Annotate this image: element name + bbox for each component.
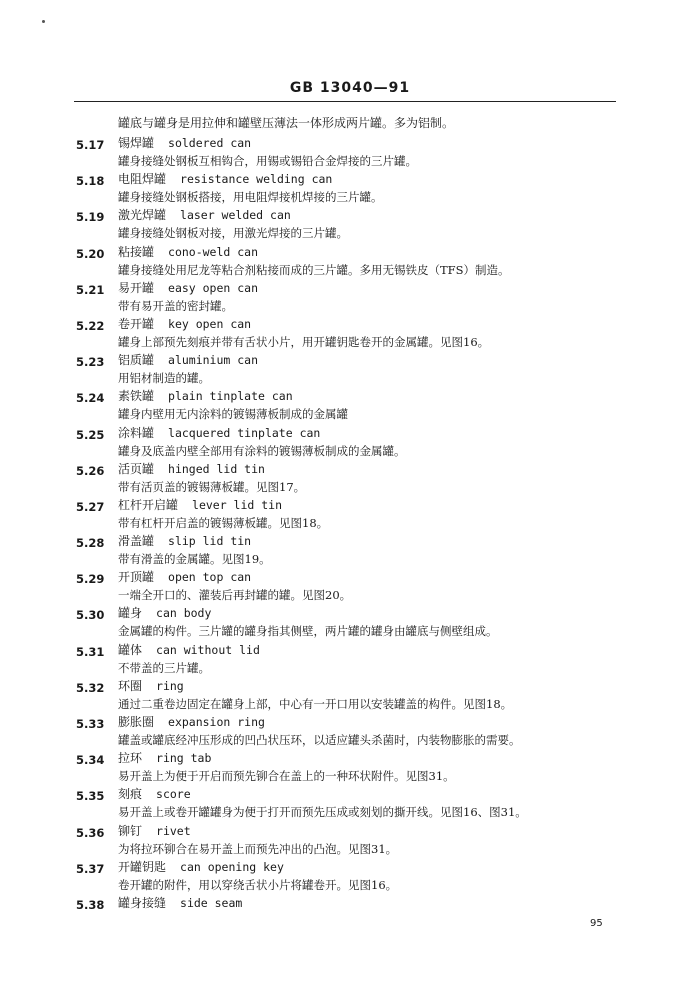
term-definition: 一端全开口的、灌装后再封罐的罐。见图20。 — [118, 588, 352, 603]
term-entry — [0, 280, 700, 316]
term-english: ring tab — [156, 751, 212, 766]
term-entry — [0, 678, 700, 714]
term-heading — [118, 316, 251, 332]
term-english: cono-weld can — [168, 244, 259, 259]
term-number: 5.18 — [76, 174, 105, 189]
term-english: aluminium can — [168, 353, 259, 368]
term-heading — [118, 171, 332, 187]
page-number: 95 — [590, 918, 603, 929]
term-entry — [0, 786, 700, 822]
term-entry — [0, 750, 700, 786]
term-entry — [0, 388, 700, 424]
term-entry — [0, 497, 700, 533]
term-number: 5.27 — [76, 499, 105, 514]
term-number: 5.17 — [76, 138, 105, 152]
term-chinese: 环圈 — [118, 678, 143, 693]
term-definition: 带有滑盖的金属罐。见图19。 — [118, 552, 271, 567]
term-number: 5.35 — [76, 789, 105, 804]
term-entry — [0, 316, 700, 352]
term-heading — [118, 678, 184, 694]
term-heading — [118, 786, 191, 802]
term-number: 5.32 — [76, 680, 105, 695]
term-english: rivet — [156, 823, 191, 838]
term-definition: 罐身上部预先刻痕并带有舌状小片，用开罐钥匙卷开的金属罐。见图16。 — [118, 334, 490, 349]
term-entry — [0, 461, 700, 497]
term-definition: 卷开罐的附件，用以穿绕舌状小片将罐卷开。见图16。 — [118, 877, 398, 892]
term-english: score — [156, 787, 191, 802]
term-heading — [118, 605, 211, 621]
term-entry — [0, 244, 700, 280]
term-heading — [118, 714, 265, 730]
term-chinese: 活页罐 — [118, 461, 155, 476]
term-definition: 带有杠杆开启盖的镀锡薄板罐。见图18。 — [118, 515, 329, 530]
term-entry — [0, 714, 700, 750]
term-chinese: 铝质罐 — [118, 353, 155, 368]
term-number: 5.19 — [76, 210, 105, 225]
term-number: 5.28 — [76, 536, 105, 551]
term-english: lacquered tinplate can — [168, 425, 321, 440]
term-heading — [118, 352, 258, 368]
term-number: 5.36 — [76, 825, 105, 840]
term-english: easy open can — [168, 280, 259, 295]
term-chinese: 电阻焊罐 — [118, 172, 167, 187]
term-number: 5.26 — [76, 463, 105, 478]
term-heading — [118, 895, 242, 911]
term-chinese: 粘接罐 — [118, 244, 155, 259]
term-english: slip lid tin — [168, 534, 252, 549]
term-heading — [118, 207, 291, 223]
term-english: side seam — [180, 895, 243, 910]
term-english: plain tinplate can — [168, 389, 293, 404]
term-chinese: 易开罐 — [118, 280, 155, 295]
term-english: can body — [156, 606, 212, 621]
term-english: can opening key — [180, 859, 284, 874]
term-entry — [0, 207, 700, 243]
term-entry — [0, 425, 700, 461]
term-chinese: 开罐钥匙 — [118, 859, 167, 874]
term-definition: 罐身接缝处用尼龙等粘合剂粘接而成的三片罐。多用无锡铁皮（TFS）制造。 — [118, 262, 510, 277]
term-heading — [118, 859, 284, 875]
term-number: 5.37 — [76, 861, 105, 876]
term-number: 5.25 — [76, 427, 105, 442]
term-heading — [118, 569, 251, 585]
term-heading — [118, 280, 258, 296]
term-heading — [118, 461, 265, 477]
term-entry — [0, 135, 700, 171]
term-english: resistance welding can — [180, 172, 333, 187]
term-chinese: 膨胀圈 — [118, 715, 155, 729]
term-heading — [118, 497, 282, 513]
term-heading — [118, 388, 293, 404]
term-number: 5.33 — [76, 717, 105, 731]
term-heading — [118, 642, 260, 658]
term-english: expansion ring — [168, 715, 265, 729]
term-chinese: 罐体 — [118, 642, 143, 657]
term-chinese: 罐身接缝 — [118, 895, 167, 910]
term-english: soldered can — [168, 136, 252, 150]
term-chinese: 刻痕 — [118, 787, 143, 802]
term-entry — [0, 859, 700, 895]
term-definition: 易开盖上或卷开罐罐身为便于打开而预先压成或刻划的撕开线。见图16、图31。 — [118, 805, 527, 820]
term-entry — [0, 171, 700, 207]
term-chinese: 卷开罐 — [118, 316, 155, 331]
term-definition: 罐盖或罐底经冲压形成的凹凸状压环，以适应罐头杀菌时，内装物膨胀的需要。 — [118, 733, 521, 747]
term-number: 5.29 — [76, 572, 105, 587]
term-definition: 罐身接缝处钢板互相钩合，用锡或锡铅合金焊接的三片罐。 — [118, 154, 417, 168]
term-english: open top can — [168, 570, 252, 585]
term-number: 5.21 — [76, 282, 105, 297]
term-english: hinged lid tin — [168, 461, 265, 476]
term-number: 5.20 — [76, 246, 105, 261]
term-chinese: 铆钉 — [118, 823, 143, 838]
term-chinese: 素铁罐 — [118, 389, 155, 404]
term-english: key open can — [168, 316, 252, 331]
term-entry — [0, 569, 700, 605]
term-number: 5.22 — [76, 318, 105, 333]
term-definition: 为将拉环铆合在易开盖上而预先冲出的凸泡。见图31。 — [118, 841, 398, 856]
term-chinese: 拉环 — [118, 751, 143, 766]
term-chinese: 滑盖罐 — [118, 534, 155, 549]
standard-header: GB 13040—91 — [289, 80, 411, 96]
term-definition: 不带盖的三片罐。 — [118, 660, 210, 675]
term-chinese: 杠杆开启罐 — [118, 497, 179, 512]
term-entry — [0, 533, 700, 569]
term-definition: 通过二重卷边固定在罐身上部，中心有一开口用以安装罐盖的构件。见图18。 — [118, 696, 513, 711]
term-number: 5.38 — [76, 897, 105, 912]
term-definition: 带有易开盖的密封罐。 — [118, 298, 233, 313]
term-chinese: 开顶罐 — [118, 570, 155, 585]
term-heading — [118, 823, 191, 839]
intro-text: 罐底与罐身是用拉伸和罐壁压薄法一体形成两片罐。多为铝制。 — [118, 116, 455, 130]
term-entry — [0, 352, 700, 388]
term-english: laser welded can — [180, 208, 291, 223]
term-number: 5.24 — [76, 391, 105, 406]
term-english: lever lid tin — [192, 497, 283, 512]
term-entry — [0, 605, 700, 641]
term-english: ring — [156, 678, 184, 693]
term-definition: 罐身及底盖内壁全部用有涂料的镀锡薄板制成的金属罐。 — [118, 443, 406, 458]
term-number: 5.31 — [76, 644, 105, 659]
term-heading — [118, 533, 251, 549]
term-heading — [118, 425, 320, 441]
term-entry — [0, 823, 700, 859]
term-entry — [0, 642, 700, 678]
scan-speck — [42, 20, 45, 23]
term-chinese: 激光焊罐 — [118, 208, 167, 223]
term-definition: 罐身接缝处钢板对接，用激光焊接的三片罐。 — [118, 226, 348, 241]
term-heading — [118, 135, 251, 151]
term-number: 5.34 — [76, 753, 105, 768]
term-definition: 罐身接缝处钢板搭接，用电阻焊接机焊接的三片罐。 — [118, 190, 383, 205]
term-definition: 带有活页盖的镀锡薄板罐。见图17。 — [118, 479, 306, 494]
term-number: 5.30 — [76, 608, 105, 623]
term-list — [0, 135, 700, 931]
term-chinese: 涂料罐 — [118, 425, 155, 440]
header-rule — [74, 101, 616, 102]
term-definition: 罐身内壁用无内涂料的镀锡薄板制成的金属罐 — [118, 407, 348, 422]
term-number: 5.23 — [76, 355, 105, 370]
term-definition: 用铝材制造的罐。 — [118, 371, 210, 386]
term-english: can without lid — [156, 642, 260, 657]
term-chinese: 罐身 — [118, 606, 143, 621]
term-chinese: 锡焊罐 — [118, 136, 155, 150]
term-heading — [118, 244, 258, 260]
term-definition: 易开盖上为便于开启而预先铆合在盖上的一种环状附件。见图31。 — [118, 769, 455, 784]
term-heading — [118, 750, 211, 766]
term-definition: 金属罐的构件。三片罐的罐身指其侧壁，两片罐的罐身由罐底与侧壁组成。 — [118, 624, 498, 639]
